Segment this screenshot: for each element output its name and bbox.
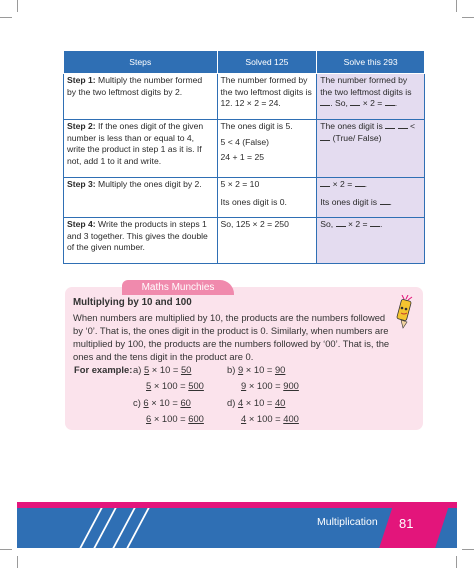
step-cell — [64, 120, 218, 178]
solved-text: 24 + 1 = 25 — [220, 152, 265, 162]
table-row — [64, 74, 425, 120]
solve-text: × 2 = — [362, 98, 383, 108]
solved-text: So, 125 × 2 = 250 — [220, 219, 289, 229]
example-d-1: d) 4 × 10 = 40 — [227, 397, 286, 408]
example-a-1: a) 5 × 10 = 50 — [133, 364, 192, 375]
example-d-2: 4 × 100 = 400 — [241, 413, 299, 424]
step-label: Step 1: — [67, 75, 96, 85]
crop-mark — [0, 17, 12, 18]
step-text: Multiply the ones digit by 2. — [98, 179, 202, 189]
solve-this-cell — [317, 120, 425, 178]
munchies-heading: Multiplying by 10 and 100 — [73, 297, 192, 308]
blank — [350, 105, 360, 106]
step-label: Step 2: — [67, 121, 96, 131]
solved-cell — [217, 218, 317, 264]
solve-this-cell — [317, 218, 425, 264]
blank — [320, 105, 330, 106]
maths-munchies-tab: Maths Munchies — [122, 280, 234, 295]
header-solved: Solved 125 — [217, 51, 317, 74]
solve-text: Its ones digit is — [320, 196, 378, 207]
table-row — [64, 178, 425, 218]
page-number: 81 — [399, 516, 414, 531]
step-cell — [64, 74, 218, 120]
solved-cell — [217, 178, 317, 218]
header-solve-this: Solve this 293 — [317, 51, 425, 74]
blank — [320, 140, 330, 141]
step-text: Multiply the number formed by the two leftmost digits by 2. — [67, 75, 203, 97]
pencil-mascot-icon — [392, 295, 416, 329]
solve-this-cell — [317, 74, 425, 120]
crop-mark — [17, 0, 18, 12]
crop-mark — [462, 17, 474, 18]
crop-mark — [456, 556, 457, 568]
header-steps: Steps — [64, 51, 218, 74]
chapter-title: Multiplication — [317, 516, 378, 528]
solved-text: 5 × 2 = 10 — [220, 179, 260, 189]
step-text: Write the products in steps 1 and 3 together. This gives the double of the given number. — [67, 219, 208, 252]
solved-text: 5 < 4 (False) — [220, 136, 270, 147]
steps-table — [63, 50, 425, 264]
blank — [370, 226, 380, 227]
solve-text: . — [379, 219, 383, 229]
solve-text: (True/ False) — [332, 132, 382, 143]
example-c-2: 6 × 100 = 600 — [146, 413, 204, 424]
solve-text: × 2 = — [347, 219, 368, 229]
table-row — [64, 120, 425, 178]
crop-mark — [0, 549, 12, 550]
solve-text: × 2 = — [332, 179, 353, 189]
munchies-paragraph: When numbers are multiplied by 10, the products are the numbers followed by ‘0’. That is, the ones digit in the product is 0. Similarly, when numbers are multiplied by 100, the products are the numbers followed by ‘00’. That is, the ones and the tens digit in the product are 0. — [73, 312, 390, 362]
solved-text: The ones digit is 5. — [220, 121, 293, 131]
blank — [398, 128, 408, 129]
example-a-2: 5 × 100 = 500 — [146, 380, 204, 391]
example-b-2: 9 × 100 = 900 — [241, 380, 299, 391]
footer-pink-stripe — [17, 502, 457, 508]
solve-text: . — [364, 179, 368, 189]
table-row — [64, 218, 425, 264]
blank — [336, 226, 346, 227]
solve-text: . — [389, 196, 392, 207]
solved-cell — [217, 120, 317, 178]
step-text: If the ones digit of the given number is less than or equal to 4, write the product in step 1 as it is. If not, add 1 to it and write. — [67, 121, 204, 166]
table-header-row — [64, 51, 425, 74]
example-label: For example: — [74, 364, 133, 375]
step-label: Step 4: — [67, 219, 96, 229]
solve-this-cell — [317, 178, 425, 218]
solved-text: Its ones digit is 0. — [220, 196, 287, 207]
solve-text: < — [410, 121, 416, 131]
blank — [385, 105, 395, 106]
crop-mark — [17, 556, 18, 568]
crop-mark — [462, 549, 474, 550]
solve-text: The ones digit is — [320, 121, 383, 131]
solved-text: The number formed by the two leftmost digits is 12. 12 × 2 = 24. — [220, 75, 312, 108]
crop-mark — [456, 0, 457, 12]
step-label: Step 3: — [67, 179, 96, 189]
blank — [320, 186, 330, 187]
solved-cell — [217, 74, 317, 120]
blank — [355, 186, 365, 187]
blank — [380, 204, 390, 205]
step-cell — [64, 218, 218, 264]
example-c-1: c) 6 × 10 = 60 — [133, 397, 191, 408]
solve-text: . So, — [330, 98, 348, 108]
solve-text: So, — [320, 219, 334, 229]
solve-text: . — [394, 98, 398, 108]
step-cell — [64, 178, 218, 218]
solve-text: The number formed by the two leftmost digits is — [320, 75, 412, 97]
example-b-1: b) 9 × 10 = 90 — [227, 364, 286, 375]
blank — [385, 128, 395, 129]
